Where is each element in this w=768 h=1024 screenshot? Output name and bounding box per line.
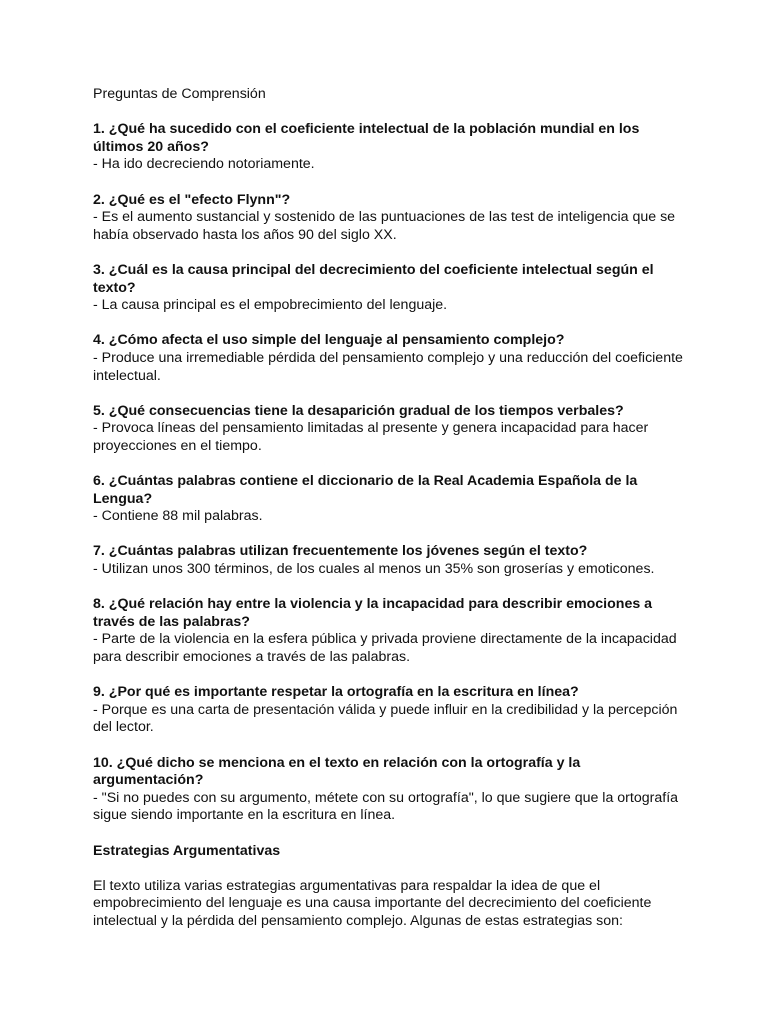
qa-item-3 [93, 262, 693, 315]
qa-item-1 [93, 121, 693, 174]
question-text: 1. ¿Qué ha sucedido con el coeficiente intelectual de la población mundial en los últimos 20 años? [93, 121, 640, 155]
question-text: 10. ¿Qué dicho se menciona en el texto en relación con la ortografía y la argumentación? [93, 754, 581, 789]
qa-item-7 [93, 543, 693, 578]
qa-item-9 [93, 684, 693, 737]
section-paragraph: El texto utiliza varias estrategias argumentativas para respaldar la idea de que el empobrecimiento del lenguaje es una causa importante del decrecimiento del coeficiente intelectual y la pérdida del pensamiento complejo. Algunas de estas estrategias son: [93, 877, 652, 929]
answer-text: - Ha ido decreciendo notoriamente. [93, 156, 315, 173]
answer-text: - Parte de la violencia en la esfera pública y privada proviene directamente de la incapacidad para describir emociones a través de las palabras. [93, 631, 677, 665]
question-text: 3. ¿Cuál es la causa principal del decrecimiento del coeficiente intelectual según el texto? [93, 261, 654, 296]
answer-text: - Produce una irremediable pérdida del pensamiento complejo y una reducción del coeficiente intelectual. [93, 349, 683, 384]
question-text: 2. ¿Qué es el "efecto Flynn"? [93, 191, 291, 208]
answer-text: - Porque es una carta de presentación válida y puede influir en la credibilidad y la percepción del lector. [93, 701, 678, 736]
question-text: 8. ¿Qué relación hay entre la violencia y la incapacidad para describir emociones a través de las palabras? [93, 596, 653, 630]
question-text: 6. ¿Cuántas palabras contiene el diccionario de la Real Academia Española de la Lengua? [93, 473, 638, 507]
answer-text: - Provoca líneas del pensamiento limitadas al presente y genera incapacidad para hacer proyecciones en el tiempo. [93, 420, 649, 454]
answer-text: - Es el aumento sustancial y sostenido de las puntuaciones de las test de inteligencia que se había observado hasta los años 90 del siglo XX. [93, 209, 676, 243]
qa-item-8 [93, 596, 693, 666]
question-text: 7. ¿Cuántas palabras utilizan frecuentemente los jóvenes según el texto? [93, 543, 588, 560]
qa-item-4 [93, 332, 693, 385]
answer-text: - Contiene 88 mil palabras. [93, 508, 263, 525]
document-page [93, 86, 693, 931]
answer-text: - "Si no puedes con su argumento, métete con su ortografía", lo que sugiere que la ortografía sigue siendo importante en la escritura en línea. [93, 789, 679, 824]
section-heading: Estrategias Argumentativas [93, 842, 281, 859]
answer-text: - La causa principal es el empobrecimiento del lenguaje. [93, 297, 448, 314]
question-text: 4. ¿Cómo afecta el uso simple del lenguaje al pensamiento complejo? [93, 332, 565, 349]
qa-item-6 [93, 473, 693, 526]
qa-item-10 [93, 755, 693, 825]
qa-item-5 [93, 403, 693, 456]
question-text: 5. ¿Qué consecuencias tiene la desaparición gradual de los tiempos verbales? [93, 402, 624, 419]
question-text: 9. ¿Por qué es importante respetar la ortografía en la escritura en línea? [93, 684, 579, 701]
document-heading: Preguntas de Comprensión [93, 86, 266, 102]
qa-item-2 [93, 192, 693, 245]
answer-text: - Utilizan unos 300 términos, de los cuales al menos un 35% son groserías y emoticones. [93, 561, 655, 578]
